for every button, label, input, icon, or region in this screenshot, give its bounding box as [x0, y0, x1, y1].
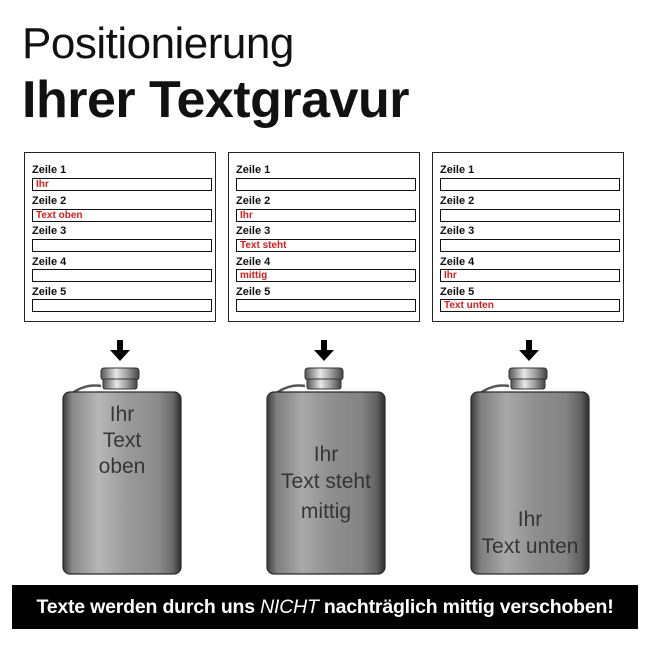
field-label: Zeile 1: [440, 164, 475, 176]
text-field[interactable]: [32, 239, 212, 252]
flask-image-bottom: [465, 362, 595, 576]
notice-text-start: Texte werden durch uns: [36, 596, 261, 618]
engraved-text-line: Text: [102, 429, 142, 452]
page-title-light: Positionierung: [22, 19, 294, 68]
field-label: Zeile 4: [32, 256, 67, 268]
notice-emphasis: NICHT: [260, 596, 319, 618]
arrow-down-icon: [313, 340, 335, 362]
field-label: Zeile 2: [32, 195, 67, 207]
text-field[interactable]: [236, 178, 416, 191]
form-panel-middle: [228, 152, 420, 322]
engraved-text-line: oben: [98, 455, 146, 478]
engraved-text-line: Text steht: [281, 470, 371, 493]
arrow-down-icon: [109, 340, 131, 362]
text-field[interactable]: Text oben: [32, 209, 212, 222]
text-field[interactable]: Text steht: [236, 239, 416, 252]
engraved-text-line: Ihr: [313, 443, 339, 466]
field-label: Zeile 1: [32, 164, 67, 176]
field-label: Zeile 5: [236, 286, 271, 298]
text-field[interactable]: [440, 239, 620, 252]
field-label: Zeile 1: [236, 164, 271, 176]
field-label: Zeile 5: [440, 286, 475, 298]
engraved-text-line: mittig: [300, 500, 352, 523]
form-panel-top: [24, 152, 216, 322]
field-label: Zeile 2: [236, 195, 271, 207]
field-label: Zeile 3: [440, 225, 475, 237]
engraved-text-line: Ihr: [517, 508, 543, 531]
flask-image-middle: [261, 362, 391, 576]
text-field[interactable]: Text unten: [440, 299, 620, 312]
text-field[interactable]: Ihr: [440, 269, 620, 282]
field-label: Zeile 2: [440, 195, 475, 207]
text-field[interactable]: Ihr: [236, 209, 416, 222]
field-label: Zeile 4: [236, 256, 271, 268]
text-field[interactable]: [440, 178, 620, 191]
field-label: Zeile 3: [32, 225, 67, 237]
engraved-text-line: Text unten: [481, 535, 579, 558]
notice-text-end: nachträglich mittig verschoben!: [318, 596, 614, 618]
page-title-bold: Ihrer Textgravur: [22, 71, 409, 129]
text-field[interactable]: [236, 299, 416, 312]
notice-banner: [12, 585, 638, 629]
field-label: Zeile 3: [236, 225, 271, 237]
field-label: Zeile 5: [32, 286, 67, 298]
text-field[interactable]: mittig: [236, 269, 416, 282]
form-panel-bottom: [432, 152, 624, 322]
engraved-text-line: Ihr: [109, 403, 135, 426]
arrow-down-icon: [518, 340, 540, 362]
text-field[interactable]: [440, 209, 620, 222]
flask-image-top: [57, 362, 187, 576]
text-field[interactable]: Ihr: [32, 178, 212, 191]
field-label: Zeile 4: [440, 256, 475, 268]
text-field[interactable]: [32, 269, 212, 282]
text-field[interactable]: [32, 299, 212, 312]
